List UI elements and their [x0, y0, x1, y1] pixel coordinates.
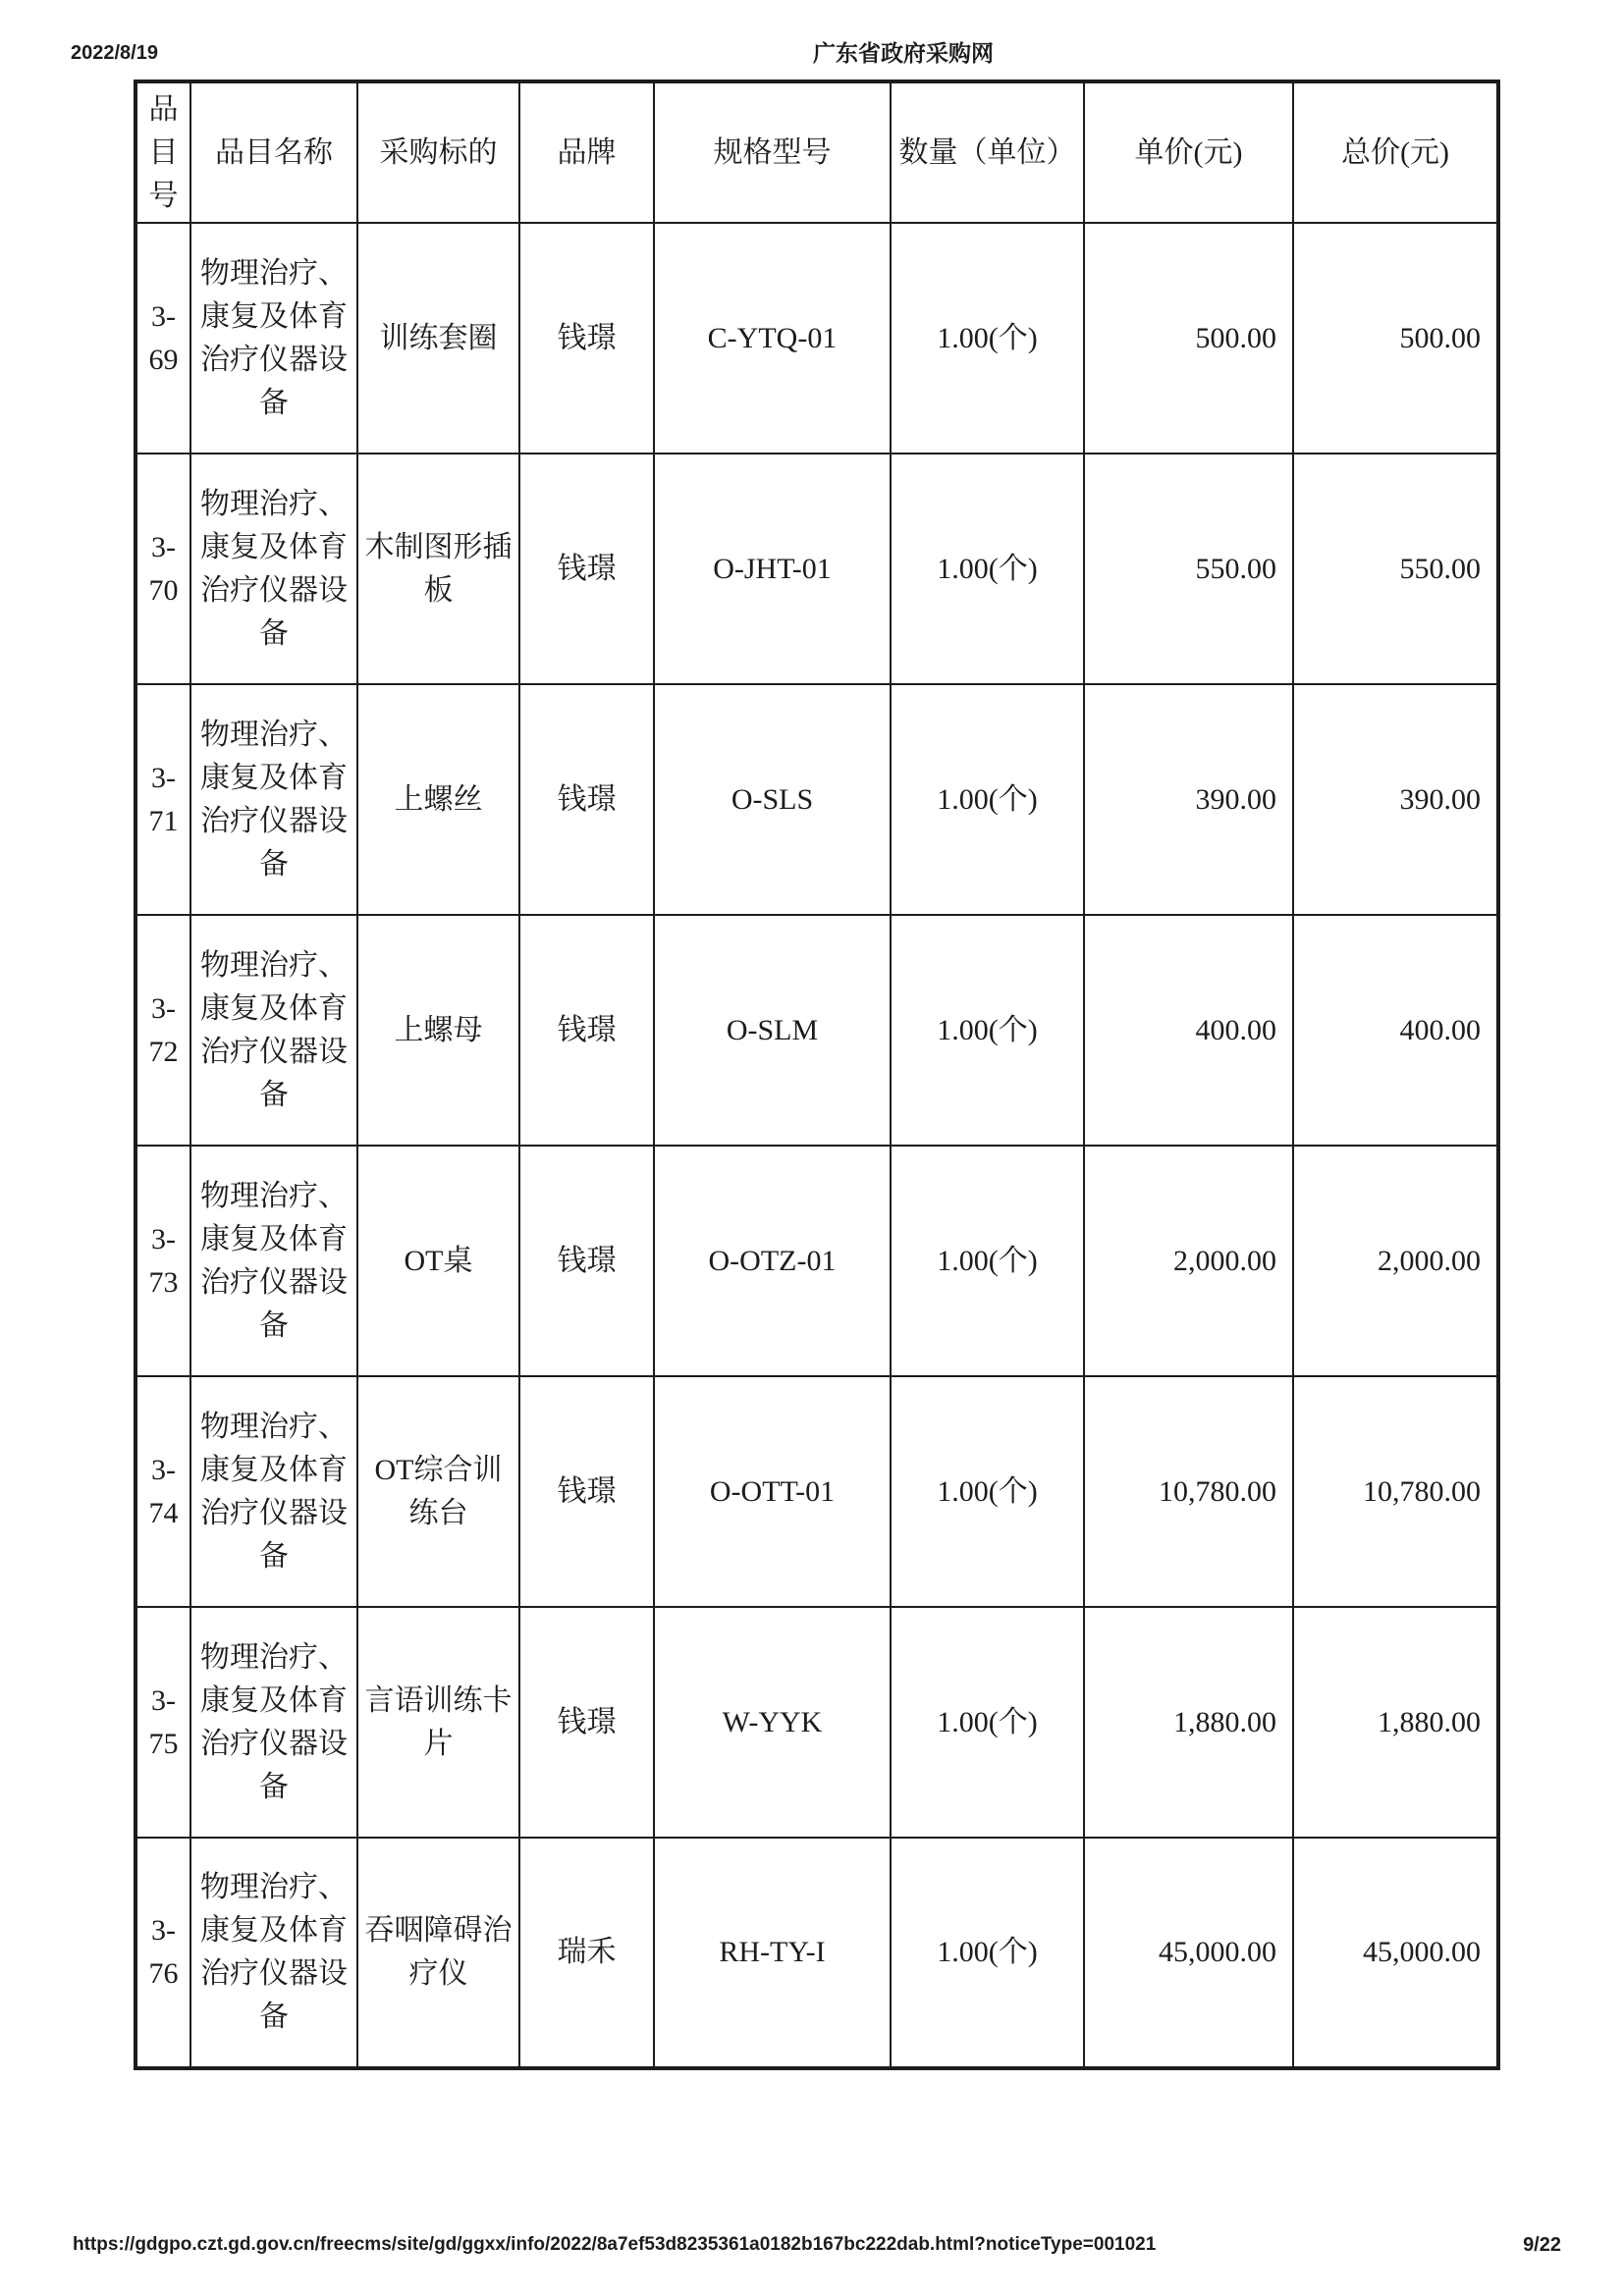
table-row: [135, 915, 1498, 1146]
table-row: [135, 454, 1498, 684]
cell-brand: 钱璟: [519, 223, 654, 454]
cell-total-price: 500.00: [1293, 223, 1498, 454]
cell-quantity: 1.00(个): [891, 915, 1084, 1146]
column-header-item-no: 品目号: [135, 81, 190, 223]
cell-unit-price: 390.00: [1084, 684, 1293, 915]
cell-model: O-OTT-01: [654, 1376, 891, 1607]
site-title: 广东省政府采购网: [813, 40, 994, 66]
print-date: 2022/8/19: [71, 42, 158, 64]
column-header-brand: 品牌: [519, 81, 654, 223]
cell-model: C-YTQ-01: [654, 223, 891, 454]
cell-brand: 钱璟: [519, 1146, 654, 1376]
cell-item-name: 物理治疗、康复及体育治疗仪器设备: [190, 1607, 357, 1838]
column-header-model: 规格型号: [654, 81, 891, 223]
table-header-row: [135, 81, 1498, 223]
cell-quantity: 1.00(个): [891, 1607, 1084, 1838]
cell-item-no: 3-75: [135, 1607, 190, 1838]
cell-model: RH-TY-I: [654, 1838, 891, 2068]
cell-item-name: 物理治疗、康复及体育治疗仪器设备: [190, 1146, 357, 1376]
cell-unit-price: 2,000.00: [1084, 1146, 1293, 1376]
cell-brand: 钱璟: [519, 1607, 654, 1838]
cell-total-price: 400.00: [1293, 915, 1498, 1146]
cell-target: 木制图形插板: [357, 454, 519, 684]
column-header-quantity: 数量（单位）: [891, 81, 1084, 223]
cell-unit-price: 500.00: [1084, 223, 1293, 454]
table-row: [135, 684, 1498, 915]
cell-target: 训练套圈: [357, 223, 519, 454]
cell-item-name: 物理治疗、康复及体育治疗仪器设备: [190, 915, 357, 1146]
cell-quantity: 1.00(个): [891, 1146, 1084, 1376]
cell-item-name: 物理治疗、康复及体育治疗仪器设备: [190, 1376, 357, 1607]
cell-total-price: 45,000.00: [1293, 1838, 1498, 2068]
cell-quantity: 1.00(个): [891, 1376, 1084, 1607]
cell-model: O-OTZ-01: [654, 1146, 891, 1376]
cell-total-price: 390.00: [1293, 684, 1498, 915]
procurement-table: [134, 80, 1500, 2070]
cell-item-no: 3-72: [135, 915, 190, 1146]
cell-unit-price: 45,000.00: [1084, 1838, 1293, 2068]
cell-total-price: 1,880.00: [1293, 1607, 1498, 1838]
column-header-total-price: 总价(元): [1293, 81, 1498, 223]
cell-item-no: 3-69: [135, 223, 190, 454]
cell-item-no: 3-71: [135, 684, 190, 915]
cell-model: O-SLS: [654, 684, 891, 915]
table-row: [135, 1838, 1498, 2068]
cell-model: W-YYK: [654, 1607, 891, 1838]
cell-unit-price: 400.00: [1084, 915, 1293, 1146]
cell-total-price: 550.00: [1293, 454, 1498, 684]
cell-quantity: 1.00(个): [891, 1838, 1084, 2068]
cell-item-no: 3-74: [135, 1376, 190, 1607]
table-row: [135, 1376, 1498, 1607]
table-row: [135, 223, 1498, 454]
cell-quantity: 1.00(个): [891, 223, 1084, 454]
cell-brand: 钱璟: [519, 1376, 654, 1607]
cell-brand: 钱璟: [519, 454, 654, 684]
cell-item-no: 3-76: [135, 1838, 190, 2068]
column-header-item-name: 品目名称: [190, 81, 357, 223]
column-header-unit-price: 单价(元): [1084, 81, 1293, 223]
cell-item-name: 物理治疗、康复及体育治疗仪器设备: [190, 684, 357, 915]
cell-item-name: 物理治疗、康复及体育治疗仪器设备: [190, 454, 357, 684]
cell-total-price: 2,000.00: [1293, 1146, 1498, 1376]
cell-target: OT桌: [357, 1146, 519, 1376]
cell-target: 吞咽障碍治疗仪: [357, 1838, 519, 2068]
table-row: [135, 1607, 1498, 1838]
source-url: https://gdgpo.czt.gd.gov.cn/freecms/site/gd/ggxx/info/2022/8a7ef53d8235361a0182b167bc222dab.html?noticeType=001021: [73, 2234, 1157, 2255]
cell-target: OT综合训练台: [357, 1376, 519, 1607]
cell-target: 上螺母: [357, 915, 519, 1146]
cell-brand: 瑞禾: [519, 1838, 654, 2068]
table-row: [135, 1146, 1498, 1376]
cell-item-name: 物理治疗、康复及体育治疗仪器设备: [190, 1838, 357, 2068]
cell-unit-price: 550.00: [1084, 454, 1293, 684]
cell-item-no: 3-70: [135, 454, 190, 684]
cell-unit-price: 1,880.00: [1084, 1607, 1293, 1838]
table-body: [135, 223, 1498, 2068]
cell-item-no: 3-73: [135, 1146, 190, 1376]
cell-brand: 钱璟: [519, 915, 654, 1146]
cell-quantity: 1.00(个): [891, 454, 1084, 684]
cell-model: O-JHT-01: [654, 454, 891, 684]
cell-item-name: 物理治疗、康复及体育治疗仪器设备: [190, 223, 357, 454]
cell-target: 言语训练卡片: [357, 1607, 519, 1838]
cell-model: O-SLM: [654, 915, 891, 1146]
cell-total-price: 10,780.00: [1293, 1376, 1498, 1607]
cell-brand: 钱璟: [519, 684, 654, 915]
cell-target: 上螺丝: [357, 684, 519, 915]
column-header-target: 采购标的: [357, 81, 519, 223]
cell-quantity: 1.00(个): [891, 684, 1084, 915]
cell-unit-price: 10,780.00: [1084, 1376, 1293, 1607]
page-number: 9/22: [1523, 2234, 1561, 2256]
